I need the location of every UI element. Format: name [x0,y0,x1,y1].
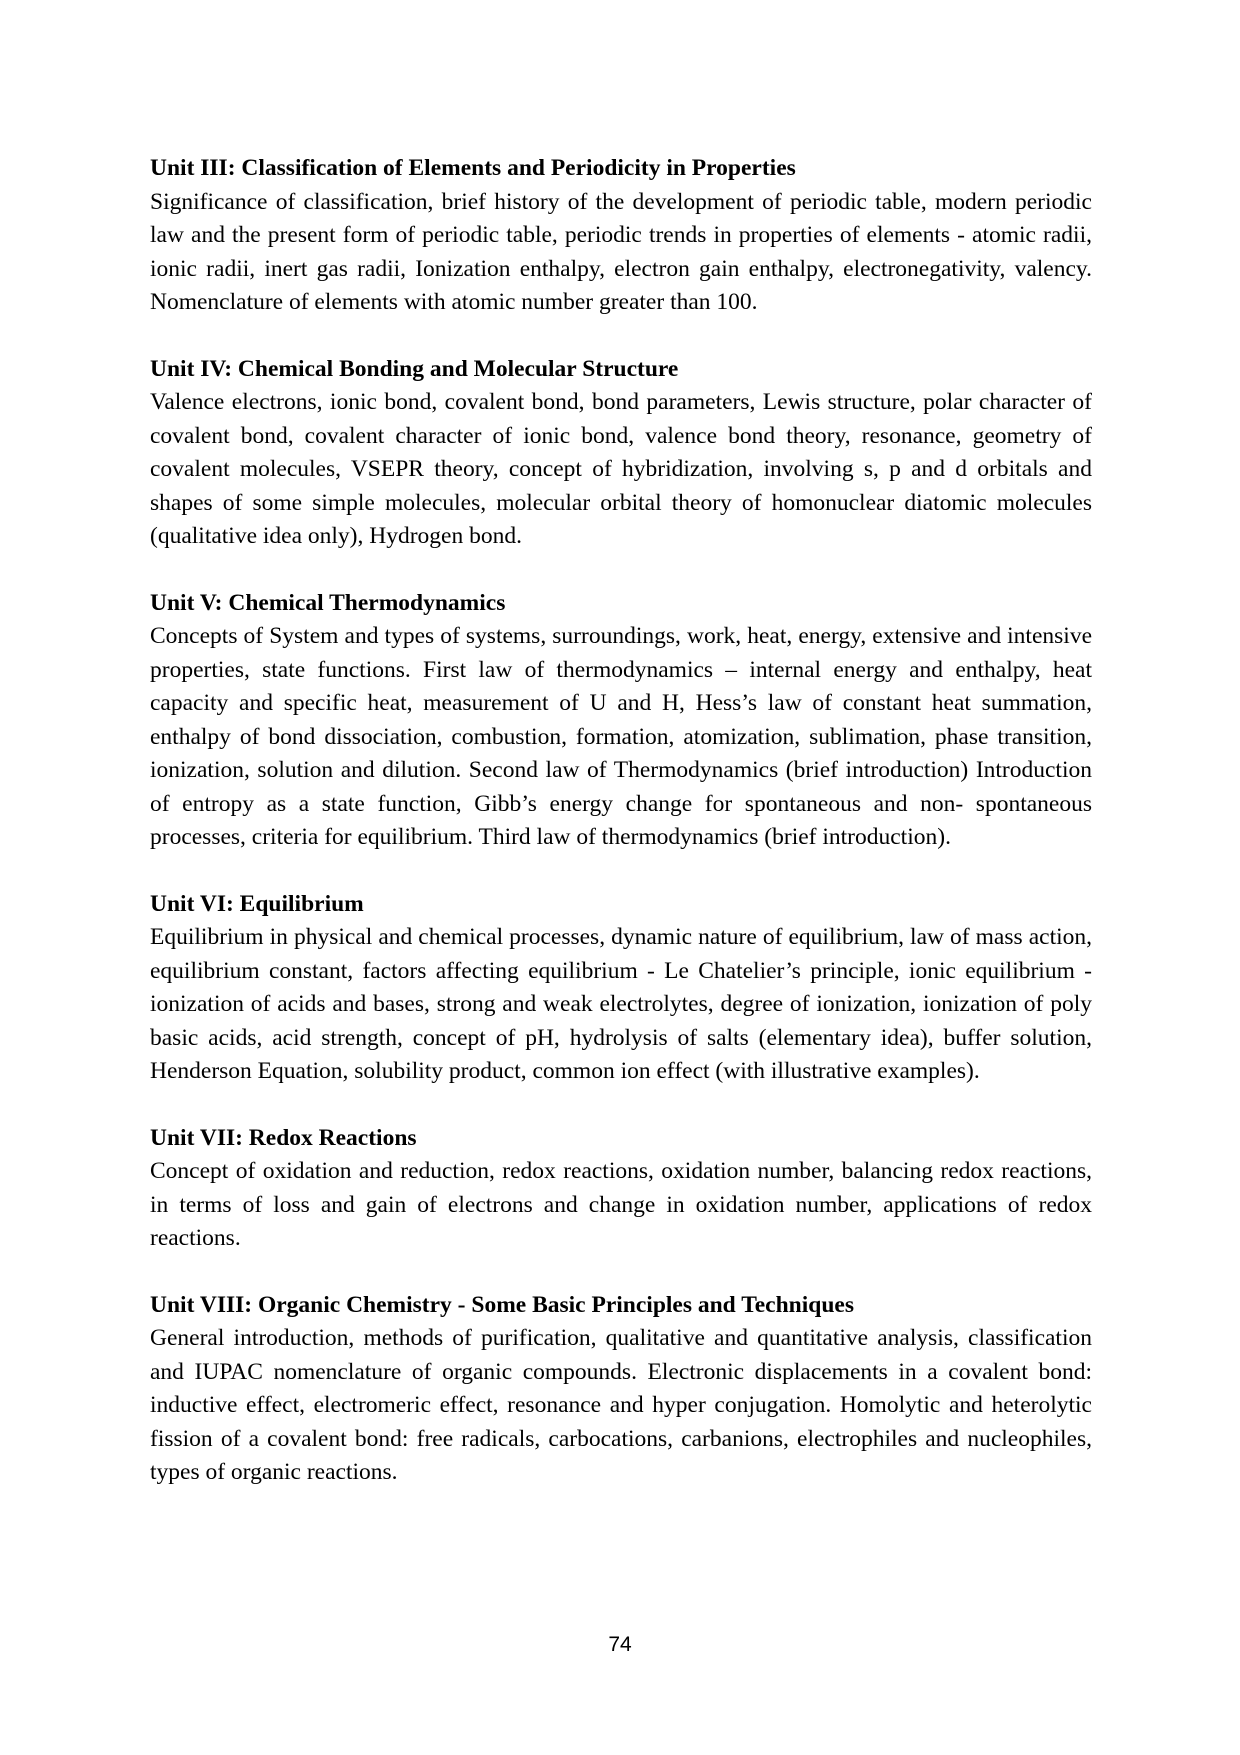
page-number: 74 [608,1633,632,1656]
unit-heading: Unit V: Chemical Thermodynamics [150,589,506,616]
unit-description: Valence electrons, ionic bond, covalent bond, bond parameters, Lewis structure, polar character of covalent bond, covalent character of ionic bond, valence bond theory, resonance, geometry of covalent molecules, VSEPR theory, concept of hybridization, involving s, p and d orbitals and shapes of some simple molecules, molecular orbital theory of homonuclear diatomic molecules (qualitative idea only), Hydrogen bond. [150,389,1092,549]
unit-description: Concept of oxidation and reduction, redox reactions, oxidation number, balancing redox reactions, in terms of loss and gain of electrons and change in oxidation number, applications of redox reactions. [150,1158,1092,1251]
syllabus-content [150,152,1092,1523]
unit-heading: Unit VI: Equilibrium [150,890,364,917]
unit-description: Equilibrium in physical and chemical processes, dynamic nature of equilibrium, law of mass action, equilibrium constant, factors affecting equilibrium - Le Chatelier’s principle, ionic equilibrium - ionization of acids and bases, strong and weak electrolytes, degree of ionization, ionization of poly basic acids, acid strength, concept of pH, hydrolysis of salts (elementary idea), buffer solution, Henderson Equation, solubility product, common ion effect (with illustrative examples). [150,924,1092,1084]
unit-heading: Unit IV: Chemical Bonding and Molecular Structure [150,355,679,382]
unit-description: Concepts of System and types of systems, surroundings, work, heat, energy, extensive and intensive properties, state functions. First law of thermodynamics – internal energy and enthalpy, heat capacity and specific heat, measurement of U and H, Hess’s law of constant heat summation, enthalpy of bond dissociation, combustion, formation, atomization, sublimation, phase transition, ionization, solution and dilution. Second law of Thermodynamics (brief introduction) Introduction of entropy as a state function, Gibb’s energy change for spontaneous and non- spontaneous processes, criteria for equilibrium. Third law of thermodynamics (brief introduction). [150,623,1092,850]
unit-section-viii [150,1289,1092,1490]
unit-heading: Unit VIII: Organic Chemistry - Some Basic Principles and Techniques [150,1291,854,1318]
unit-section-iii [150,152,1092,320]
unit-description: General introduction, methods of purification, qualitative and quantitative analysis, classification and IUPAC nomenclature of organic compounds. Electronic displacements in a covalent bond: inductive effect, electromeric effect, resonance and hyper conjugation. Homolytic and heterolytic fission of a covalent bond: free radicals, carbocations, carbanions, electrophiles and nucleophiles, types of organic reactions. [150,1325,1092,1485]
unit-section-iv [150,353,1092,554]
unit-section-v [150,587,1092,855]
unit-section-vi [150,888,1092,1089]
unit-section-vii [150,1122,1092,1256]
unit-heading: Unit VII: Redox Reactions [150,1124,417,1151]
unit-description: Significance of classification, brief history of the development of periodic table, modern periodic law and the present form of periodic table, periodic trends in properties of elements - atomic radii, ionic radii, inert gas radii, Ionization enthalpy, electron gain enthalpy, electronegativity, valency. Nomenclature of elements with atomic number greater than 100. [150,188,1092,315]
unit-heading: Unit III: Classification of Elements and Periodicity in Properties [150,155,796,181]
